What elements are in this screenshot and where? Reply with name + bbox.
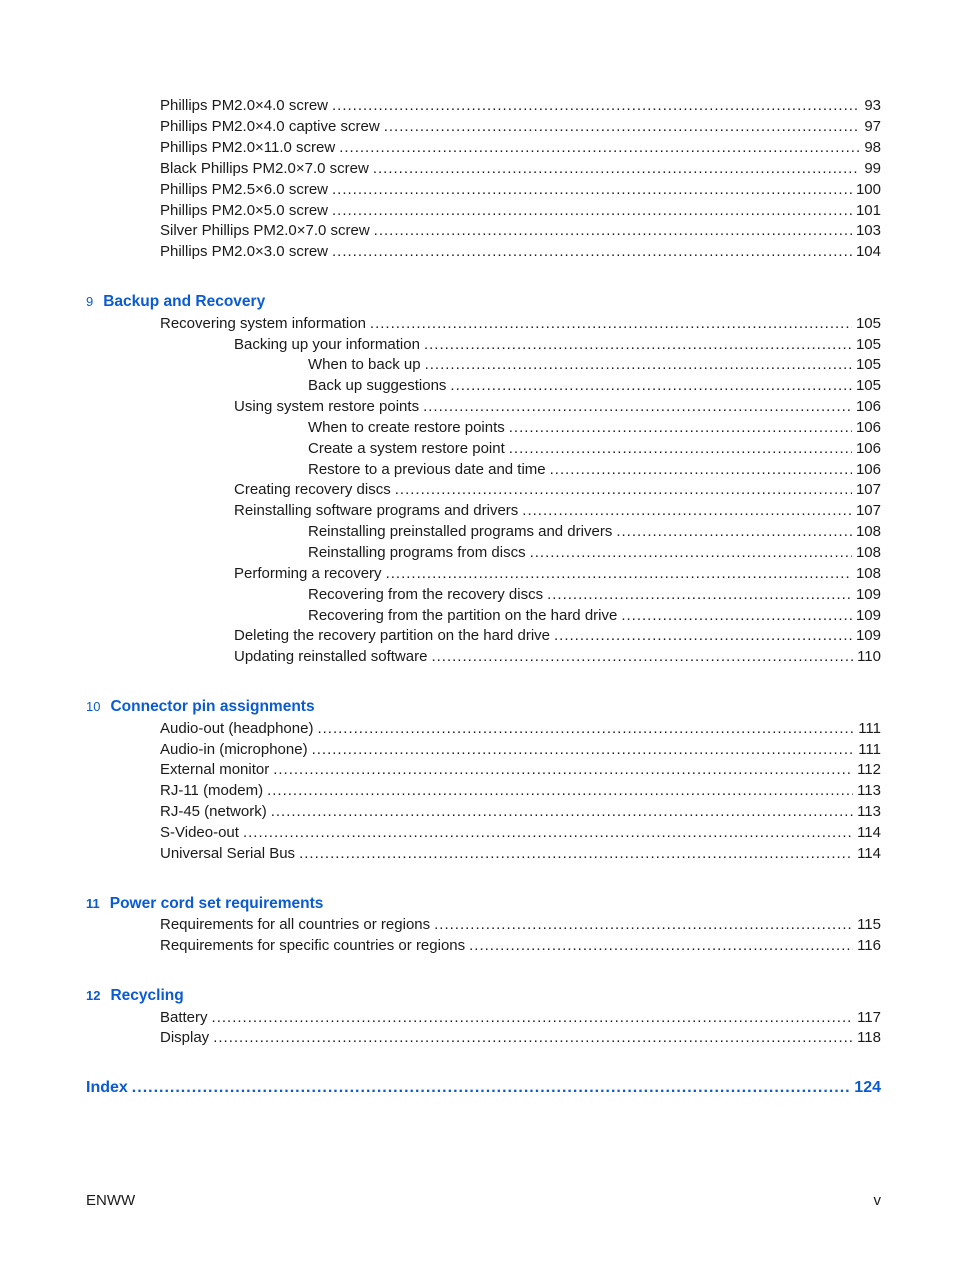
entry-page: 111 [858, 720, 881, 737]
index-page: 124 [854, 1079, 881, 1096]
entry-page: 114 [857, 845, 881, 862]
entry-page: 113 [857, 782, 881, 799]
entry-page: 105 [855, 336, 881, 353]
dot-leader [212, 1007, 854, 1028]
entry-title: Display [160, 1029, 210, 1046]
entry-page: 109 [855, 586, 881, 603]
dot-leader [423, 396, 852, 417]
toc-entry[interactable] [234, 479, 881, 500]
chapter-title: Power cord set requirements [109, 895, 324, 912]
entry-title: Requirements for specific countries or regions [160, 937, 466, 954]
toc-entry[interactable] [234, 625, 881, 646]
toc-entry[interactable] [160, 220, 881, 241]
toc-entry[interactable] [308, 375, 881, 396]
dot-leader [395, 479, 852, 500]
entry-title: Recovering from the recovery discs [308, 586, 544, 603]
entry-page: 106 [855, 440, 881, 457]
toc-entry[interactable] [160, 158, 881, 179]
dot-leader [530, 542, 852, 563]
dot-leader [374, 220, 852, 241]
entry-page: 113 [857, 803, 881, 820]
entry-page: 108 [855, 523, 881, 540]
dot-leader [370, 313, 852, 334]
chapter-heading[interactable] [86, 696, 315, 718]
entry-title: Reinstalling programs from discs [308, 544, 526, 561]
entry-title: Create a system restore point [308, 440, 505, 457]
entry-page: 104 [855, 243, 881, 260]
entry-page: 106 [855, 419, 881, 436]
toc-entry[interactable] [234, 500, 881, 521]
entry-page: 107 [855, 481, 881, 498]
entry-title: Audio-out (headphone) [160, 720, 314, 737]
toc-entry[interactable] [160, 179, 881, 200]
entry-title: Using system restore points [234, 398, 420, 415]
dot-leader [450, 375, 852, 396]
toc-entry[interactable] [160, 780, 881, 801]
dot-leader [373, 158, 860, 179]
toc-entry[interactable] [160, 116, 881, 137]
toc-entry[interactable] [160, 759, 881, 780]
entry-title: Universal Serial Bus [160, 845, 296, 862]
entry-page: 103 [855, 222, 881, 239]
entry-page: 109 [855, 627, 881, 644]
dot-leader [434, 914, 853, 935]
chapter-number: 10 [86, 699, 101, 714]
entry-title: Deleting the recovery partition on the hard drive [234, 627, 551, 644]
entry-title: RJ-11 (modem) [160, 782, 264, 799]
chapter-title: Backup and Recovery [103, 293, 266, 310]
entry-page: 105 [855, 377, 881, 394]
toc-entry[interactable] [160, 739, 881, 760]
entry-page: 112 [857, 761, 881, 778]
entry-title: Restore to a previous date and time [308, 461, 546, 478]
entry-page: 118 [857, 1029, 881, 1046]
toc-entry[interactable] [160, 137, 881, 158]
entry-page: 117 [857, 1009, 881, 1026]
dot-leader [621, 605, 852, 626]
entry-page: 106 [855, 461, 881, 478]
chapter-heading[interactable] [86, 893, 323, 915]
entry-title: Backing up your information [234, 336, 420, 353]
entry-page: 109 [855, 607, 881, 624]
toc-entry[interactable] [308, 354, 881, 375]
toc-entry[interactable] [308, 605, 881, 626]
entry-title: Audio-in (microphone) [160, 741, 308, 758]
entry-title: Requirements for all countries or regions [160, 916, 431, 933]
dot-leader [616, 521, 852, 542]
entry-page: 107 [855, 502, 881, 519]
dot-leader [273, 759, 853, 780]
dot-leader [386, 563, 852, 584]
entry-title: Reinstalling software programs and drivers [234, 502, 519, 519]
chapter-title: Connector pin assignments [110, 698, 315, 715]
toc-entry[interactable] [308, 584, 881, 605]
dot-leader [243, 822, 853, 843]
entry-title: Recovering system information [160, 315, 366, 332]
chapter-number: 11 [86, 896, 100, 911]
entry-page: 99 [864, 160, 881, 177]
dot-leader [317, 718, 854, 739]
entry-page: 108 [855, 544, 881, 561]
entry-title: Performing a recovery [234, 565, 382, 582]
toc-entry[interactable] [160, 843, 881, 864]
entry-page: 106 [855, 398, 881, 415]
chapter-heading[interactable] [86, 291, 265, 313]
entry-title: Recovering from the partition on the hard drive [308, 607, 618, 624]
entry-title: Phillips PM2.5×6.0 screw [160, 181, 328, 198]
toc-entry[interactable] [234, 563, 881, 584]
chapter-heading[interactable] [86, 985, 184, 1007]
toc-entry[interactable] [308, 417, 881, 438]
toc-entry[interactable] [234, 396, 881, 417]
dot-leader [332, 200, 852, 221]
entry-title: Phillips PM2.0×4.0 captive screw [160, 118, 380, 135]
dot-leader [547, 584, 852, 605]
entry-title: Phillips PM2.0×3.0 screw [160, 243, 328, 260]
toc-entry[interactable] [160, 241, 881, 262]
entry-title: Reinstalling preinstalled programs and drivers [308, 523, 613, 540]
footer-document-code: ENWW [86, 1192, 136, 1209]
dot-leader [509, 438, 852, 459]
entry-page: 115 [857, 916, 881, 933]
chapter-number: 9 [86, 294, 94, 309]
dot-leader [431, 646, 853, 667]
entry-title: Battery [160, 1009, 208, 1026]
entry-title: Updating reinstalled software [234, 648, 428, 665]
dot-leader [267, 780, 853, 801]
entry-title: RJ-45 (network) [160, 803, 267, 820]
entry-page: 105 [855, 315, 881, 332]
dot-leader [332, 179, 852, 200]
footer-page-number: v [873, 1192, 881, 1209]
entry-page: 98 [864, 139, 881, 156]
toc-entry[interactable] [160, 1027, 881, 1048]
entry-page: 101 [855, 202, 881, 219]
dot-leader [425, 354, 852, 375]
toc-entry[interactable] [160, 801, 881, 822]
chapter-title: Recycling [110, 987, 184, 1004]
toc-entry[interactable] [308, 459, 881, 480]
entry-title: Silver Phillips PM2.0×7.0 screw [160, 222, 370, 239]
dot-leader [384, 116, 861, 137]
toc-entry[interactable] [308, 438, 881, 459]
toc-entry[interactable] [160, 1007, 881, 1028]
toc-entry[interactable] [160, 200, 881, 221]
entry-page: 105 [855, 356, 881, 373]
entry-title: External monitor [160, 761, 270, 778]
index-title: Index [86, 1079, 128, 1096]
entry-title: S-Video-out [160, 824, 239, 841]
entry-title: Phillips PM2.0×4.0 screw [160, 97, 328, 114]
entry-page: 116 [857, 937, 881, 954]
entry-title: When to create restore points [308, 419, 505, 436]
entry-page: 114 [857, 824, 881, 841]
entry-title: Phillips PM2.0×11.0 screw [160, 139, 336, 156]
toc-entry[interactable] [234, 646, 881, 667]
toc-entry[interactable] [160, 95, 881, 116]
toc-entry[interactable] [308, 542, 881, 563]
entry-page: 100 [855, 181, 881, 198]
entry-title: Phillips PM2.0×5.0 screw [160, 202, 328, 219]
dot-leader [213, 1027, 853, 1048]
dot-leader [424, 334, 852, 355]
dot-leader [132, 1077, 851, 1099]
dot-leader [550, 459, 852, 480]
entry-page: 110 [857, 648, 881, 665]
dot-leader [469, 935, 853, 956]
dot-leader [271, 801, 853, 822]
dot-leader [299, 843, 853, 864]
toc-entry[interactable] [160, 313, 881, 334]
toc-entry[interactable] [160, 914, 881, 935]
entry-title: Black Phillips PM2.0×7.0 screw [160, 160, 369, 177]
entry-page: 93 [864, 97, 881, 114]
entry-title: Creating recovery discs [234, 481, 391, 498]
dot-leader [332, 95, 860, 116]
dot-leader [522, 500, 852, 521]
entry-page: 108 [855, 565, 881, 582]
chapter-number: 12 [86, 988, 101, 1003]
index-entry[interactable] [86, 1077, 881, 1099]
toc-entry[interactable] [308, 521, 881, 542]
dot-leader [312, 739, 855, 760]
dot-leader [554, 625, 852, 646]
entry-page: 97 [864, 118, 881, 135]
toc-entry[interactable] [160, 935, 881, 956]
entry-title: Back up suggestions [308, 377, 447, 394]
entry-page: 111 [858, 741, 881, 758]
dot-leader [509, 417, 852, 438]
toc-entry[interactable] [234, 334, 881, 355]
entry-title: When to back up [308, 356, 421, 373]
toc-entry[interactable] [160, 718, 881, 739]
dot-leader [339, 137, 860, 158]
toc-entry[interactable] [160, 822, 881, 843]
dot-leader [332, 241, 852, 262]
